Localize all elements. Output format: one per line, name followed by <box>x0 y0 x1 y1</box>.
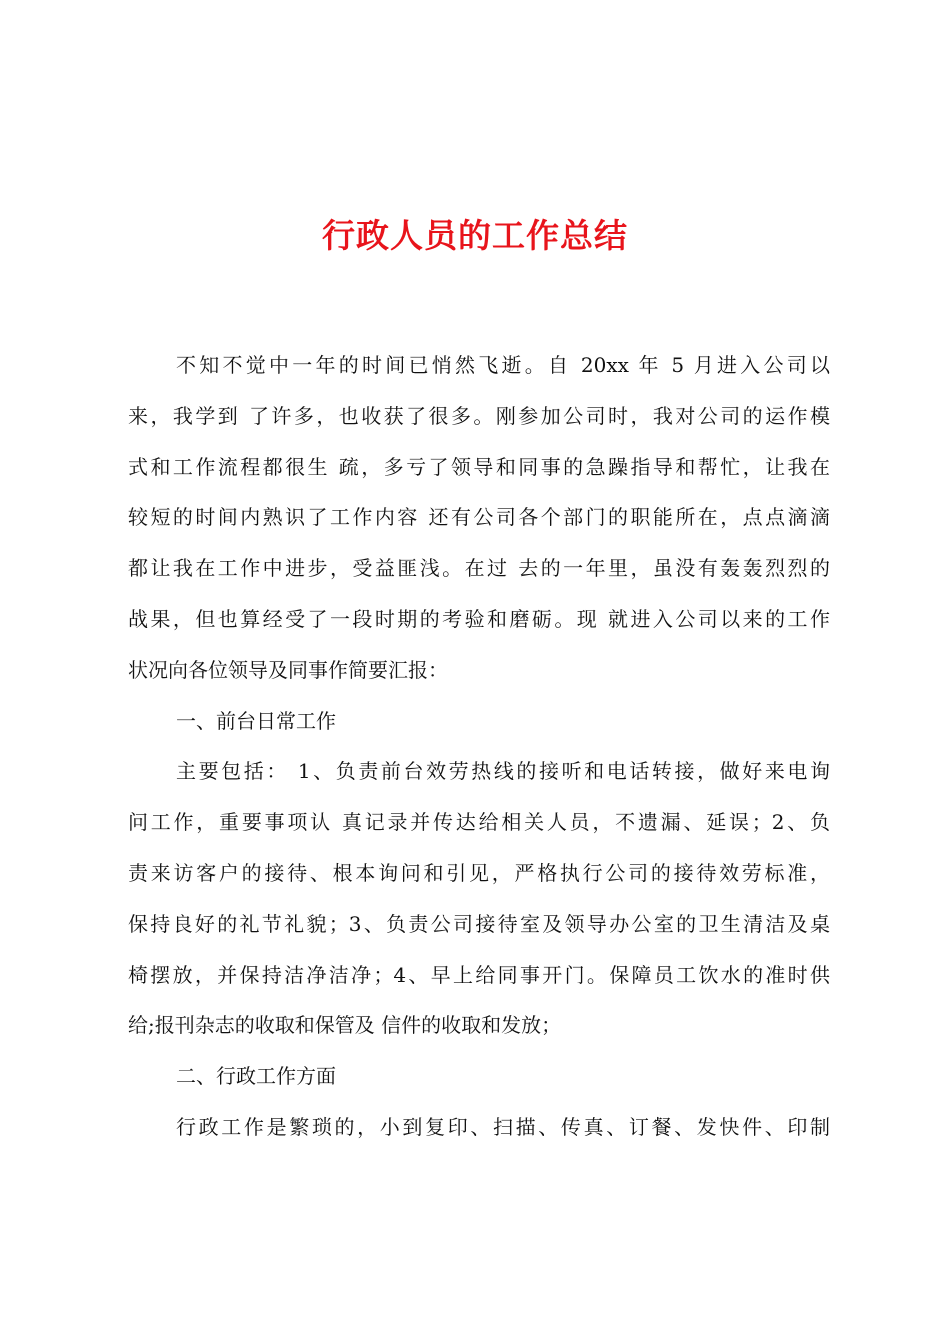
section-heading: 二、行政工作方面 <box>176 1064 336 1089</box>
paragraph-line: 较短的时间内熟识了工作内容 还有公司各个部门的职能所在，点点滴滴 <box>128 505 830 530</box>
paragraph-line: 椅摆放，并保持洁净洁净；4、早上给同事开门。保障员工饮水的准时供 <box>128 962 830 987</box>
paragraph-line: 不知不觉中一年的时间已悄然飞逝。自 20xx 年 5 月进入公司以 <box>176 353 830 377</box>
section-heading: 一、前台日常工作 <box>176 708 336 733</box>
document-title: 行政人员的工作总结 <box>322 216 628 255</box>
paragraph-line: 行政工作是繁琐的，小到复印、扫描、传真、订餐、发快件、印制 <box>176 1114 830 1139</box>
paragraph-line: 状况向各位领导及同事作简要汇报： <box>128 657 448 682</box>
document-body <box>128 340 830 1153</box>
paragraph-line: 来，我学到 了许多，也收获了很多。刚参加公司时，我对公司的运作模 <box>128 403 830 428</box>
paragraph-line: 给;报刊杂志的收取和保管及 信件的收取和发放； <box>128 1013 562 1038</box>
paragraph-line: 式和工作流程都很生 疏，多亏了领导和同事的急躁指导和帮忙，让我在 <box>128 454 830 479</box>
paragraph-line: 保持良好的礼节礼貌；3、负责公司接待室及领导办公室的卫生清洁及桌 <box>128 911 830 936</box>
paragraph-line: 主要包括： 1、负责前台效劳热线的接听和电话转接，做好来电询 <box>176 759 830 784</box>
paragraph-line: 问工作，重要事项认 真记录并传达给相关人员，不遗漏、延误；2、负 <box>128 810 830 835</box>
paragraph-line: 责来访客户的接待、根本询问和引见，严格执行公司的接待效劳标准， <box>128 860 830 885</box>
paragraph-line: 战果，但也算经受了一段时期的考验和磨砺。现 就进入公司以来的工作 <box>128 606 830 631</box>
paragraph-line: 都让我在工作中进步，受益匪浅。在过 去的一年里，虽没有轰轰烈烈的 <box>128 556 830 581</box>
